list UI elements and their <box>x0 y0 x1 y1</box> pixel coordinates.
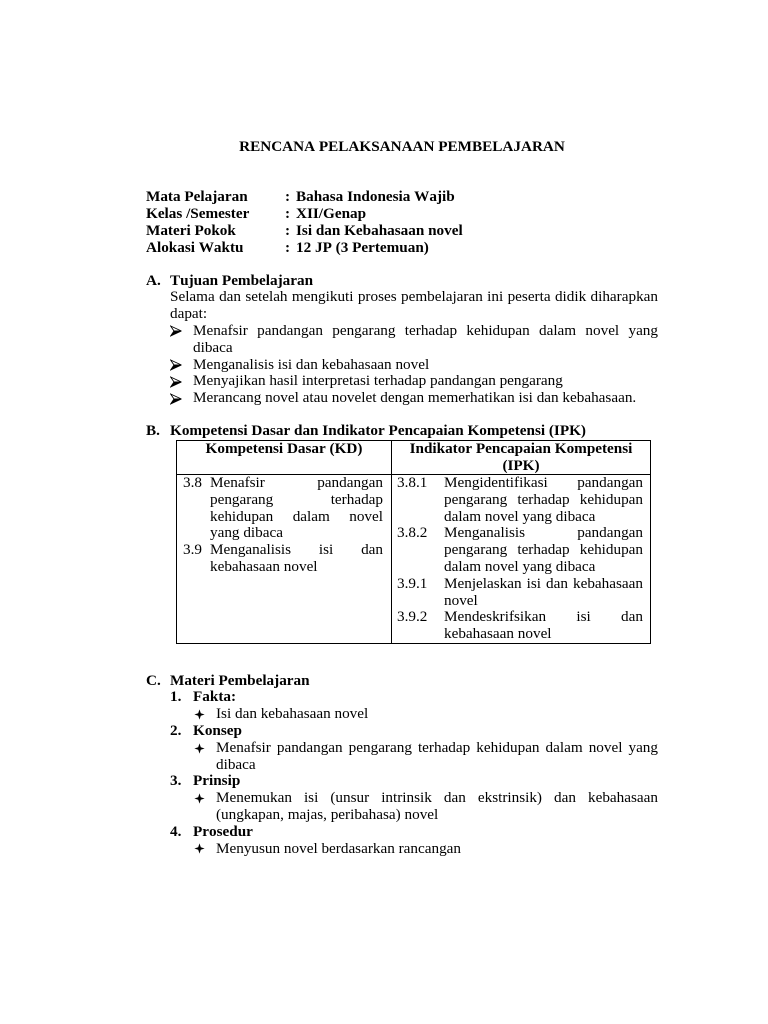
subheading-fakta <box>170 689 658 706</box>
section-tujuan-pembelajaran <box>146 273 658 407</box>
info-row-kelas-semester <box>146 205 658 222</box>
list-item-text: Merancang novel atau novelet dengan memerhatikan isi dan kebahasaan. <box>193 389 637 407</box>
subheading-label: Fakta: <box>193 688 237 706</box>
identity-block <box>146 188 658 256</box>
info-value: 12 JP (3 Pertemuan) <box>296 238 429 256</box>
subheading-number: 2. <box>170 721 182 739</box>
section-heading <box>146 273 658 290</box>
list-item <box>170 357 658 374</box>
kd-item <box>183 475 391 542</box>
kd-text: Menganalisis isi dan kebahasaan novel <box>210 541 383 575</box>
info-separator: : <box>285 221 291 239</box>
four-point-star-bullet-icon <box>193 706 216 723</box>
list-item <box>193 740 658 774</box>
ipk-item <box>397 609 650 643</box>
section-title: Kompetensi Dasar dan Indikator Pencapaian Kompetensi (IPK) <box>170 421 586 439</box>
arrowhead-bullet-icon <box>170 357 193 374</box>
info-label: Alokasi Waktu <box>146 238 244 256</box>
subheading-prinsip <box>170 773 658 790</box>
table-header-ipk: Indikator Pencapaian Kompetensi (IPK) <box>409 440 633 474</box>
section-letter: B. <box>146 421 160 439</box>
kd-number: 3.8 <box>183 474 202 491</box>
table-header-row <box>177 441 650 475</box>
ipk-text: Menganalisis pandangan pengarang terhadap kehidupan dalam novel yang dibaca <box>444 524 643 575</box>
list-item <box>170 323 658 357</box>
section-kompetensi <box>146 423 658 440</box>
ipk-number: 3.9.2 <box>397 608 428 626</box>
info-row-mata-pelajaran <box>146 188 658 205</box>
info-row-alokasi-waktu <box>146 239 658 256</box>
ipk-text: Mendeskrifsikan isi dan kebahasaan novel <box>444 608 643 643</box>
list-item-text: Isi dan kebahasaan novel <box>216 705 369 723</box>
subheading-label: Prosedur <box>193 822 253 840</box>
section-materi-pembelajaran <box>146 673 658 858</box>
table-row <box>177 475 650 643</box>
ipk-number: 3.9.1 <box>397 574 428 592</box>
subheading-number: 3. <box>170 772 182 790</box>
kd-ipk-table <box>176 440 651 644</box>
section-heading <box>146 673 658 690</box>
section-title: Tujuan Pembelajaran <box>170 271 314 289</box>
section-heading <box>146 423 658 440</box>
info-separator: : <box>285 238 291 256</box>
kd-item <box>183 542 391 576</box>
list-item <box>170 373 658 390</box>
list-item-text: Menemukan isi (unsur intrinsik dan ekstrinsik) dan kebahasaan (ungkapan, majas, peribahasa) novel <box>216 789 658 823</box>
subheading-label: Konsep <box>193 721 242 739</box>
list-item-text: Menafsir pandangan pengarang terhadap kehidupan dalam novel yang dibaca <box>216 738 658 773</box>
ipk-number: 3.8.2 <box>397 524 428 542</box>
section-title: Materi Pembelajaran <box>170 671 310 689</box>
table-header-kd: Kompetensi Dasar (KD) <box>177 441 392 474</box>
subheading-number: 4. <box>170 822 182 840</box>
info-separator: : <box>285 204 291 222</box>
kd-text: Menafsir pandangan pengarang terhadap kehidupan dalam novel yang dibaca <box>210 474 383 542</box>
list-item <box>193 841 658 858</box>
arrowhead-bullet-icon <box>170 323 193 340</box>
info-label: Materi Pokok <box>146 221 236 239</box>
info-label: Kelas /Semester <box>146 204 250 222</box>
table-cell-ipk <box>392 475 650 643</box>
four-point-star-bullet-icon <box>193 740 216 757</box>
arrowhead-bullet-icon <box>170 390 193 407</box>
info-label: Mata Pelajaran <box>146 187 248 205</box>
arrowhead-bullet-icon <box>170 373 193 390</box>
ipk-item <box>397 525 650 575</box>
list-item-text: Menganalisis isi dan kebahasaan novel <box>193 355 430 373</box>
ipk-item <box>397 576 650 610</box>
kd-number: 3.9 <box>183 541 202 559</box>
ipk-text: Mengidentifikasi pandangan pengarang terhadap kehidupan dalam novel yang dibaca <box>444 474 643 525</box>
subheading-number: 1. <box>170 688 182 706</box>
section-letter: C. <box>146 671 161 689</box>
info-value: XII/Genap <box>296 204 367 222</box>
four-point-star-bullet-icon <box>193 841 216 858</box>
list-item <box>170 390 658 407</box>
list-item <box>193 706 658 723</box>
list-item-text: Menyusun novel berdasarkan rancangan <box>216 839 462 857</box>
subheading-label: Prinsip <box>193 772 241 790</box>
info-value: Bahasa Indonesia Wajib <box>296 187 455 205</box>
section-intro: Selama dan setelah mengikuti proses pembelajaran ini peserta didik diharapkan dapat: <box>170 288 658 323</box>
subheading-konsep <box>170 723 658 740</box>
ipk-text: Menjelaskan isi dan kebahasaan novel <box>444 574 643 609</box>
four-point-star-bullet-icon <box>193 790 216 807</box>
list-item <box>193 790 658 824</box>
info-value: Isi dan Kebahasaan novel <box>296 221 463 239</box>
table-cell-kd <box>177 475 392 643</box>
list-item-text: Menafsir pandangan pengarang terhadap kehidupan dalam novel yang dibaca <box>193 321 658 356</box>
document-title: RENCANA PELAKSANAAN PEMBELAJARAN <box>239 137 565 155</box>
ipk-number: 3.8.1 <box>397 474 428 491</box>
info-row-materi-pokok <box>146 222 658 239</box>
section-letter: A. <box>146 271 161 289</box>
info-separator: : <box>285 187 291 205</box>
ipk-item <box>397 475 650 525</box>
list-item-text: Menyajikan hasil interpretasi terhadap pandangan pengarang <box>193 372 563 390</box>
subheading-prosedur <box>170 824 658 841</box>
